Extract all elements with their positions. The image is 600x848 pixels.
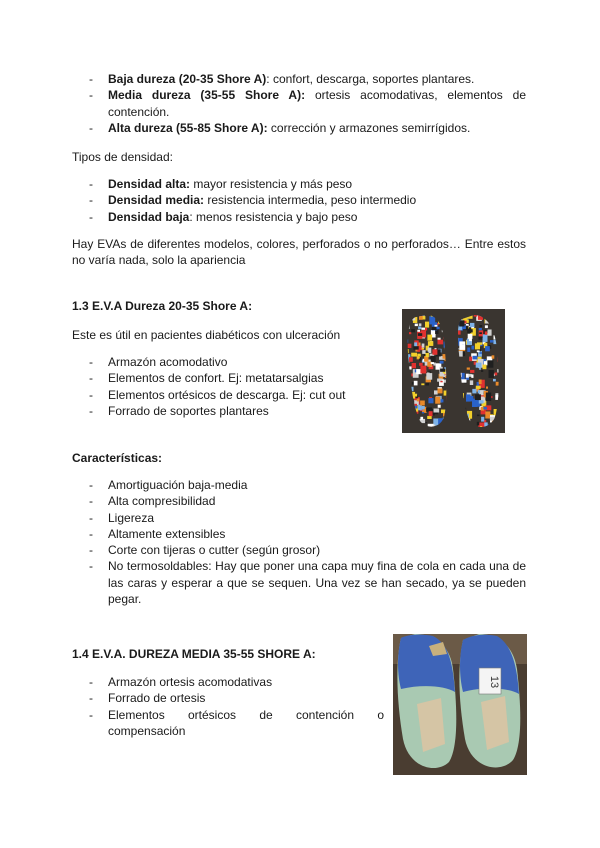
confetti-speck — [460, 344, 465, 349]
confetti-speck — [432, 349, 437, 355]
list-item: - Forrado de ortesis — [72, 690, 384, 706]
confetti-speck — [417, 399, 420, 402]
confetti-speck — [421, 328, 425, 330]
list-item: - Corte con tijeras o cutter (según grosor) — [72, 542, 526, 558]
confetti-speck — [419, 323, 422, 326]
confetti-speck — [475, 394, 481, 400]
confetti-speck — [471, 329, 473, 332]
hardness-list — [72, 71, 526, 136]
characteristics-heading: Características: — [72, 451, 163, 465]
confetti-speck — [467, 368, 470, 370]
list-item: - Baja dureza (20-35 Shore A): confort, descarga, soportes plantares. — [72, 71, 526, 87]
section-1-4-list — [72, 674, 384, 739]
confetti-speck — [490, 340, 493, 343]
confetti-speck — [485, 325, 488, 328]
confetti-speck — [422, 412, 424, 413]
confetti-speck — [479, 332, 482, 334]
confetti-speck — [407, 344, 411, 348]
confetti-speck — [434, 390, 438, 394]
confetti-speck — [480, 345, 482, 346]
confetti-speck — [420, 401, 425, 406]
confetti-speck — [443, 354, 446, 359]
confetti-speck — [477, 422, 480, 426]
confetti-speck — [469, 341, 472, 343]
confetti-speck — [417, 354, 421, 357]
list-item: - Armazón acomodativo — [72, 354, 372, 370]
confetti-speck — [483, 407, 487, 409]
confetti-speck — [422, 350, 425, 354]
list-item: - Amortiguación baja-media — [72, 477, 526, 493]
list-item: - Elementos ortésicos de contención o compensación — [72, 707, 384, 740]
confetti-speck — [434, 409, 440, 413]
confetti-speck — [419, 363, 423, 366]
confetti-speck — [483, 365, 487, 370]
confetti-speck — [485, 331, 487, 334]
confetti-speck — [461, 379, 467, 382]
confetti-speck — [441, 399, 444, 402]
confetti-speck — [409, 357, 413, 362]
confetti-speck — [415, 404, 417, 406]
confetti-speck — [469, 357, 472, 362]
confetti-speck — [440, 381, 442, 382]
confetti-speck — [470, 370, 474, 373]
insoles-photo-blue — [393, 634, 527, 775]
characteristics-list — [72, 477, 526, 607]
confetti-speck — [479, 328, 482, 330]
confetti-speck — [479, 352, 482, 354]
confetti-speck — [489, 370, 494, 378]
confetti-speck — [417, 350, 420, 352]
confetti-speck — [427, 335, 432, 341]
confetti-speck — [415, 324, 418, 327]
confetti-speck — [425, 322, 429, 328]
confetti-speck — [435, 325, 438, 327]
list-item: - Ligereza — [72, 510, 526, 526]
list-item: - Forrado de soportes plantares — [72, 403, 372, 419]
list-item: - No termosoldables: Hay que poner una capa muy fina de cola en cada una de las caras y esperar a que se sequen. Una vez se han secado, ya se pueden pegar. — [72, 558, 526, 607]
confetti-speck — [422, 406, 425, 409]
confetti-speck — [425, 422, 427, 423]
confetti-speck — [470, 380, 473, 385]
confetti-speck — [492, 355, 495, 358]
confetti-speck — [469, 374, 472, 377]
confetti-speck — [496, 382, 499, 386]
confetti-speck — [481, 370, 483, 372]
confetti-speck — [466, 374, 469, 378]
list-item: - Altamente extensibles — [72, 526, 526, 542]
confetti-speck — [487, 360, 493, 367]
confetti-speck — [483, 338, 486, 342]
list-item: - Densidad media: resistencia intermedia, peso intermedio — [72, 192, 526, 208]
confetti-speck — [427, 416, 432, 419]
confetti-speck — [428, 341, 433, 346]
confetti-speck — [420, 417, 423, 420]
confetti-speck — [479, 400, 484, 403]
confetti-speck — [471, 374, 473, 378]
confetti-speck — [485, 346, 490, 351]
confetti-speck — [431, 362, 434, 364]
confetti-speck — [426, 353, 429, 357]
confetti-speck — [426, 407, 432, 411]
confetti-speck — [486, 393, 491, 402]
confetti-speck — [468, 334, 473, 339]
confetti-speck — [421, 383, 424, 385]
density-list — [72, 176, 526, 225]
confetti-speck — [422, 344, 425, 348]
confetti-speck — [488, 330, 492, 336]
confetti-speck — [477, 415, 480, 417]
confetti-speck — [473, 356, 478, 360]
confetti-speck — [478, 390, 480, 393]
confetti-speck — [422, 348, 425, 350]
confetti-speck — [467, 348, 470, 353]
insole-tag-label: 13 — [488, 675, 500, 689]
section-heading-1-3: 1.3 E.V.A Dureza 20-35 Shore A: — [72, 299, 253, 313]
confetti-speck — [479, 368, 481, 370]
confetti-speck — [472, 389, 476, 394]
eva-paragraph: Hay EVAs de diferentes modelos, colores, perforados o no perforados… Entre estos no varía nada, solo la apariencia — [72, 237, 526, 267]
list-item: - Elementos ortésicos de descarga. Ej: cut out — [72, 387, 372, 403]
list-item: - Alta compresibilidad — [72, 493, 526, 509]
confetti-speck — [438, 388, 443, 393]
confetti-speck — [429, 411, 433, 416]
confetti-speck — [435, 397, 440, 404]
confetti-speck — [418, 333, 422, 336]
confetti-speck — [476, 363, 482, 368]
confetti-speck — [415, 394, 417, 397]
section-1-3-list — [72, 354, 372, 419]
confetti-speck — [437, 327, 440, 329]
confetti-speck — [430, 356, 436, 362]
confetti-speck — [470, 323, 474, 327]
confetti-speck — [409, 332, 411, 334]
confetti-speck — [471, 346, 474, 350]
confetti-speck — [413, 346, 418, 350]
confetti-speck — [486, 387, 488, 389]
section-heading-1-4: 1.4 E.V.A. DUREZA MEDIA 35-55 SHORE A: — [72, 647, 316, 661]
confetti-speck — [469, 396, 473, 401]
list-item: - Alta dureza (55-85 Shore A): corrección y armazones semirrígidos. — [72, 120, 526, 136]
confetti-speck — [420, 366, 426, 374]
density-intro: Tipos de densidad: — [72, 150, 173, 164]
section-intro: Este es útil en pacientes diabéticos con ulceración — [72, 328, 341, 342]
list-item: - Armazón ortesis acomodativas — [72, 674, 384, 690]
confetti-speck — [411, 353, 417, 357]
confetti-speck — [417, 357, 420, 359]
confetti-speck — [426, 373, 432, 380]
confetti-speck — [438, 405, 441, 408]
list-item: - Elementos de confort. Ej: metatarsalgias — [72, 370, 372, 386]
confetti-speck — [411, 329, 415, 332]
confetti-speck — [479, 380, 482, 385]
confetti-speck — [476, 386, 481, 389]
confetti-speck — [432, 327, 437, 330]
confetti-speck — [440, 369, 445, 372]
confetti-speck — [438, 340, 444, 345]
confetti-speck — [425, 328, 427, 331]
confetti-speck — [412, 363, 416, 368]
list-item: - Media dureza (35-55 Shore A): ortesis acomodativas, elementos de contención. — [72, 87, 526, 120]
confetti-speck — [493, 379, 496, 382]
confetti-speck — [480, 325, 483, 327]
blue-insoles-image — [393, 634, 527, 775]
list-item: - Densidad baja: menos resistencia y bajo peso — [72, 209, 526, 225]
confetti-speck — [441, 373, 445, 375]
confetti-speck — [485, 411, 490, 418]
confetti-speck — [477, 350, 480, 352]
confetti-insoles-image — [402, 309, 505, 433]
list-item: - Densidad alta: mayor resistencia y más peso — [72, 176, 526, 192]
confetti-speck — [440, 361, 444, 364]
confetti-speck — [425, 383, 429, 386]
confetti-speck — [419, 316, 423, 320]
confetti-speck — [417, 330, 420, 332]
confetti-speck — [481, 417, 484, 422]
confetti-speck — [418, 326, 421, 329]
confetti-speck — [414, 381, 418, 386]
confetti-speck — [428, 398, 433, 403]
confetti-speck — [495, 373, 498, 376]
insoles-photo-colorful — [402, 309, 505, 433]
